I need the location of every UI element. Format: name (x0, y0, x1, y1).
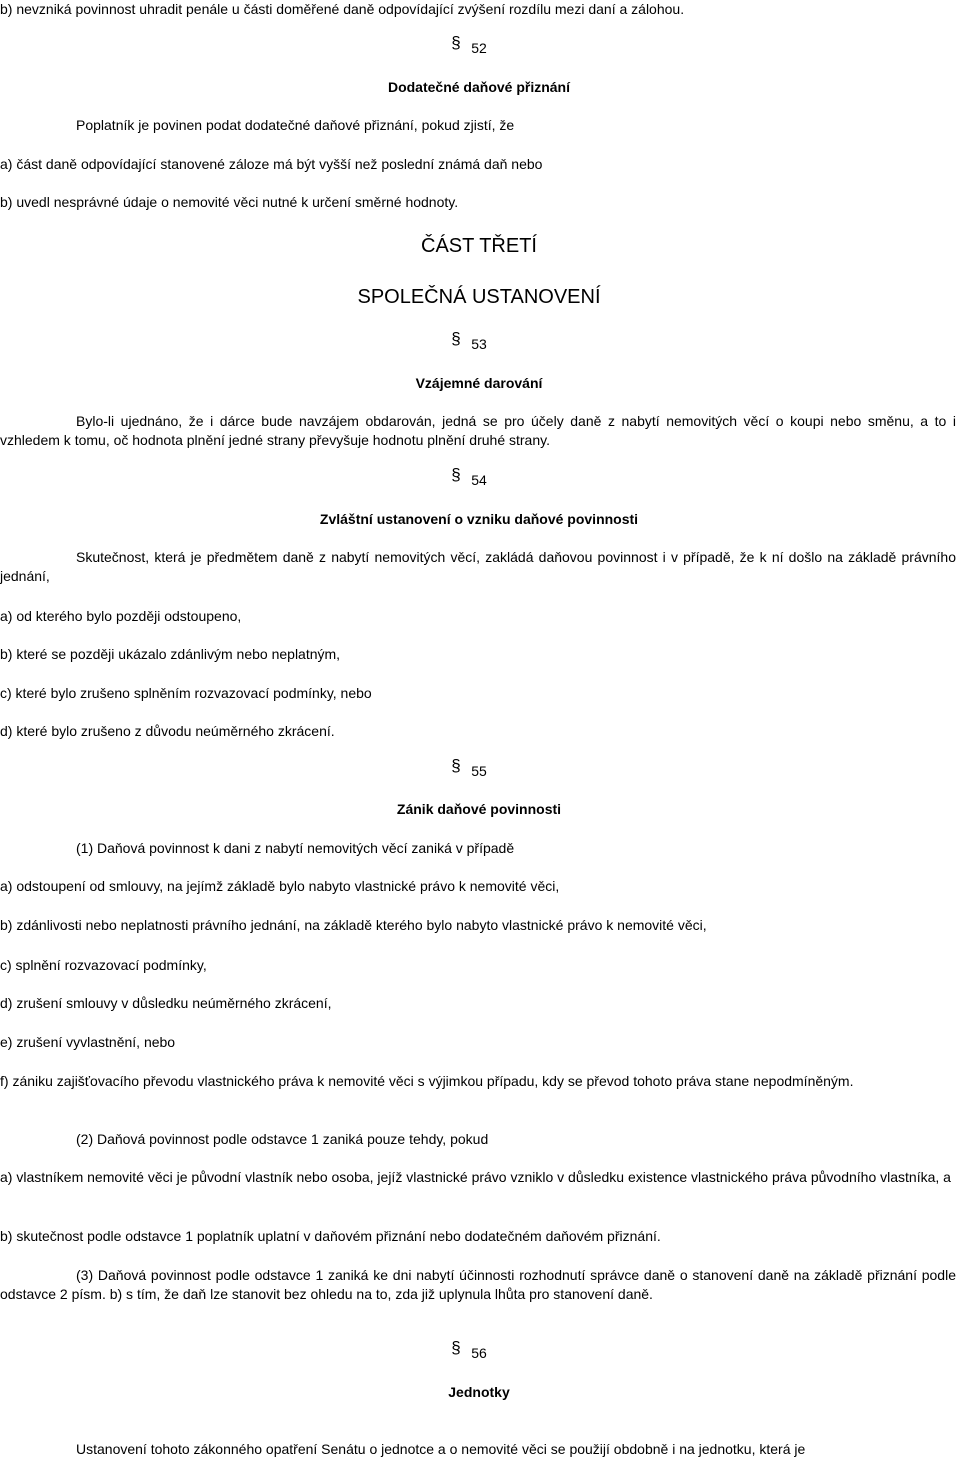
text-line: b) nevzniká povinnost uhradit penále u části doměřené daně odpovídající zvýšení rozdílu mezi daní a zálohou. (0, 1, 685, 17)
part-title: SPOLEČNÁ USTANOVENÍ (357, 286, 601, 308)
paragraph: Skutečnost, která je předmětem daně z nabytí nemovitých věcí, zakládá daňovou povinnost i v případě, že k ní došlo na základě právního jednání, (0, 549, 956, 584)
paragraph: f) zániku zajišťovacího převodu vlastnického práva k nemovité věci s výjimkou případu, kdy se převod tohoto práva stane nepodmíněným. (0, 1073, 854, 1089)
text-line: (1) Daňová povinnost k dani z nabytí nemovitých věcí zaniká v případě (76, 840, 515, 856)
section-symbol: § (451, 756, 461, 775)
text-line: c) splnění rozvazovací podmínky, (0, 957, 207, 973)
text-line: (2) Daňová povinnost podle odstavce 1 zaniká pouze tehdy, pokud (76, 1131, 489, 1147)
text-line: b) které se později ukázalo zdánlivým nebo neplatným, (0, 646, 341, 662)
paragraph: a) vlastníkem nemovité věci je původní vlastník nebo osoba, jejíž vlastnické právo vzniklo v důsledku existence vlastnického práva původního vlastníka, a (0, 1169, 951, 1185)
paragraph: (3) Daňová povinnost podle odstavce 1 zaniká ke dni nabytí účinnosti rozhodnutí správce daně o stanovení daně na základě přiznání podle odstavce 2 písm. b) s tím, že daň lze stanovit bez ohledu na to, zda již uplynula lhůta pro stanovení daně. (0, 1267, 956, 1302)
section-symbol: § (451, 33, 461, 52)
section-53-number: § 53 (451, 329, 487, 352)
section-symbol: § (451, 1338, 461, 1357)
section-symbol: § (451, 465, 461, 484)
text-line: d) zrušení smlouvy v důsledku neúměrného zkrácení, (0, 995, 332, 1011)
text-line: a) část daně odpovídající stanovené záloze má být vyšší než poslední známá daň nebo (0, 156, 543, 172)
text-line: Poplatník je povinen podat dodatečné daňové přiznání, pokud zjistí, že (76, 117, 515, 133)
section-54-number: § 54 (451, 465, 487, 488)
text-line: e) zrušení vyvlastnění, nebo (0, 1034, 176, 1050)
text-line: b) zdánlivosti nebo neplatnosti právního jednání, na základě kterého bylo nabyto vlastnické právo k nemovité věci, (0, 917, 707, 933)
text-line: a) odstoupení od smlouvy, na jejímž základě bylo nabyto vlastnické právo k nemovité věci, (0, 878, 560, 894)
text-line: b) skutečnost podle odstavce 1 poplatník uplatní v daňovém přiznání nebo dodatečném daňovém přiznání. (0, 1228, 661, 1244)
part-heading: ČÁST TŘETÍ (421, 235, 537, 257)
text-line: d) které bylo zrušeno z důvodu neúměrného zkrácení. (0, 723, 335, 739)
text-line: a) od kterého bylo později odstoupeno, (0, 608, 242, 624)
section-56-number: § 56 (451, 1338, 487, 1361)
section-55-heading: Zánik daňové povinnosti (396, 801, 562, 817)
section-55-number: § 55 (451, 756, 487, 779)
section-52-heading: Dodatečné daňové přiznání (387, 79, 571, 95)
section-52-number: § 52 (451, 33, 487, 56)
section-56-heading: Jednotky (448, 1384, 510, 1400)
paragraph: Bylo-li ujednáno, že i dárce bude navzájem obdarován, jedná se pro účely daně z nabytí nemovitých věcí o koupi nebo směnu, a to i vzhledem k tomu, oč hodnota plnění jedné strany převyšuje hodnotu plnění druhé strany. (0, 413, 956, 448)
section-54-heading: Zvláštní ustanovení o vzniku daňové povinnosti (319, 511, 639, 527)
text-line: c) které bylo zrušeno splněním rozvazovací podmínky, nebo (0, 685, 372, 701)
section-symbol: § (451, 329, 461, 348)
text-line: Ustanovení tohoto zákonného opatření Senátu o jednotce a o nemovité věci se použijí obdobně i na jednotku, která je (76, 1441, 806, 1457)
text-line: b) uvedl nesprávné údaje o nemovité věci nutné k určení směrné hodnoty. (0, 194, 459, 210)
section-53-heading: Vzájemné darování (415, 375, 543, 391)
